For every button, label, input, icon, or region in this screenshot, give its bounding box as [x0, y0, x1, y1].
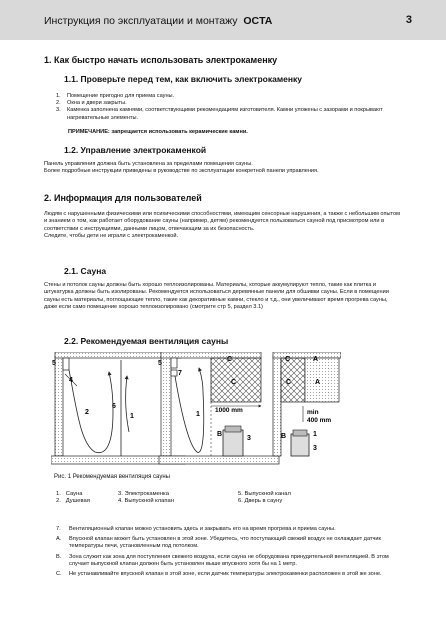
- diagram-panel-3: [273, 352, 341, 456]
- legend-column: [238, 491, 358, 506]
- legend-item: 3. Электрокаменка: [118, 491, 169, 497]
- figure-notes: [56, 526, 401, 581]
- label-6: 6: [112, 403, 116, 410]
- label-5: 5: [52, 360, 56, 367]
- note-label: ПРИМЕЧАНИЕ:: [68, 129, 110, 135]
- checklist-item: 2. Окна и двери закрыты.: [56, 100, 127, 107]
- section-2-heading: 2. Информация для пользователей: [44, 193, 202, 203]
- label-c: C: [286, 379, 292, 386]
- note-item: A. Впускной клапан может быть установлен в этой зоне. Убедитесь, что поступающий свежий воздух не охлаждает датчик температуры печи, установленным под потолком.: [56, 536, 381, 550]
- label-7: 7: [178, 370, 182, 377]
- dimension-1000mm: 1000 mm: [215, 407, 243, 414]
- label-a: A: [313, 356, 319, 363]
- note-item: C. Не устанавливайте впускной клапан в этой зоне, если датчик температуры электрокаменки расположен в этой же зоне.: [56, 571, 382, 578]
- checklist-item: 1. Помещение пригодно для приема сауны.: [56, 93, 175, 99]
- label-a: A: [315, 379, 321, 386]
- label-1: 1: [196, 411, 200, 418]
- label-c: C: [231, 379, 237, 386]
- legend-item: 6. Дверь в сауну: [238, 498, 283, 505]
- legend-item: 4. Выпускной клапан: [118, 498, 174, 505]
- header-title-text: Инструкция по эксплуатации и монтажу: [44, 15, 238, 27]
- checklist-item: 3. Каменка заполнена камнями, соответствующими рекомендациям изготовителя. Камни уложены с зазорами и покрывают нагревательные элементы.: [56, 107, 383, 121]
- diagram-panel-2: [158, 352, 279, 464]
- label-c: C: [285, 356, 291, 363]
- ventilation-diagram: [51, 352, 341, 470]
- dimension-min: min: [307, 409, 319, 416]
- page-header: [0, 0, 446, 40]
- legend-item: 1. Сауна: [56, 491, 83, 497]
- note: [68, 129, 248, 136]
- label-2: 2: [85, 409, 89, 416]
- label-3: 3: [313, 445, 317, 452]
- section-1-2-heading: 1.2. Управление электрокаменкой: [64, 145, 207, 155]
- page-number: 3: [405, 14, 412, 26]
- section-2-1-body: Стены и потолок сауны должны быть хорошо теплоизолированы. Материалы, которые аккумулируют тепло, такие как плитка и штукатурка должны быть изолированы. Рекомендуется использоваться деревянные панели для обшивки сауны. Если в помещении сауны есть материалы, поглощающие тепло, такие как декоративные камни, стекло и т.д., они увеличивают время прогрева сауны, даже если само помещение хорошо теплоизолировано (смотрите стр 5, раздел 3.1): [44, 282, 389, 311]
- section-1-2-body: Панель управления должна быть установлена за пределами помещения сауны. Более подробные инструкции приведены в руководстве по эксплуатации конкретной панели управления.: [44, 161, 319, 175]
- section-1-heading: 1. Как быстро начать использовать электрокаменку: [44, 55, 278, 65]
- legend-column: [118, 491, 238, 506]
- section-2-1-heading: 2.1. Сауна: [64, 266, 107, 276]
- label-4: 4: [69, 377, 73, 384]
- label-b: B: [217, 431, 223, 438]
- note-item: 7. Вентиляционный клапан можно установить здесь и закрывать его на время прогрева и приема сауны.: [56, 526, 336, 532]
- section-2-body: Людям с нарушенными физическими или психическими способностями, имеющим сенсорные нарушения, а также с небольшим опытом и знанием о том, как работает оборудование сауны (например, детям) рекомендуется пользоваться сауной под присмотром или в соответствии с инструкциями, данными лицом, отвечающим за их безопасность. Следите, чтобы дети не играли с электрокаменкой.: [44, 211, 400, 240]
- legend-item: 5. Выпускной канал: [238, 491, 291, 497]
- label-1: 1: [130, 413, 134, 420]
- figure-caption: Рис. 1 Рекомендуемая вентиляция сауны: [54, 474, 170, 480]
- label-b: B: [281, 433, 287, 440]
- label-3: 3: [247, 435, 251, 442]
- header-brand: OCTA: [243, 15, 273, 27]
- header-title: [44, 15, 272, 27]
- checklist: [56, 93, 386, 122]
- label-c: C: [227, 356, 233, 363]
- label-5: 5: [158, 360, 162, 367]
- note-item: B. Зона служит как зона для поступления свежего воздуха, если сауна не оборудована принудительной вентиляцией. В этом случает выпускной клапан должен быть установлен выше впускного хотя бы на 1 метр.: [56, 553, 389, 567]
- section-2-2-heading: 2.2. Рекомендуемая вентиляция сауны: [64, 336, 229, 346]
- dimension-400mm: 400 mm: [307, 417, 332, 424]
- section-1-1-heading: 1.1. Проверьте перед тем, как включить электрокаменку: [64, 74, 302, 84]
- note-text: запрещается использовать керамические камни.: [111, 129, 248, 135]
- label-1: 1: [313, 431, 317, 438]
- legend-item: 2. Душевая: [56, 498, 90, 505]
